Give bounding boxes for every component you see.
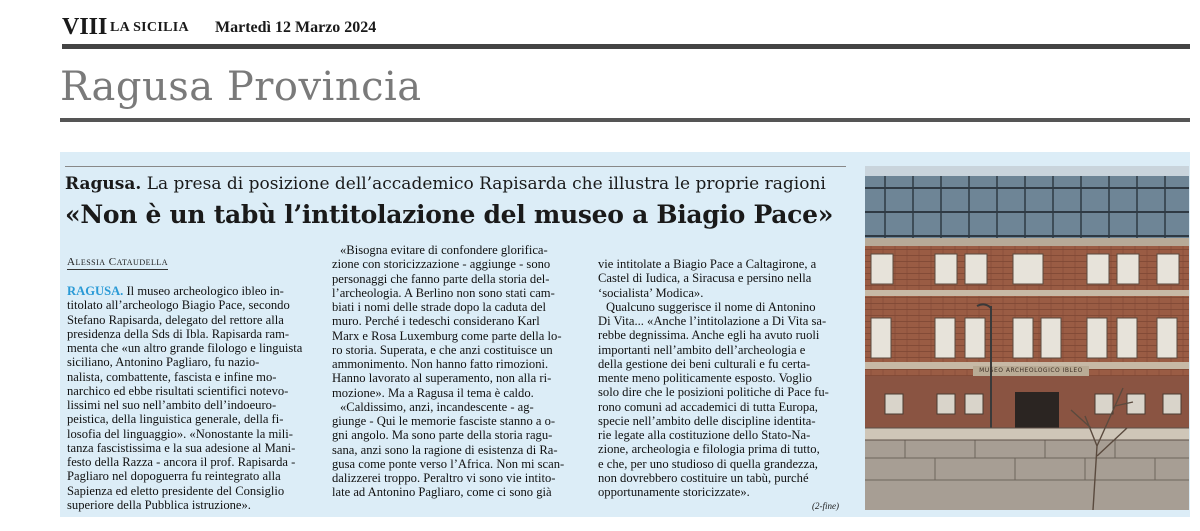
column-line: mente meno politicamente esposto. Voglio [598,371,812,385]
column-line: Pagliaro nel dopoguerra fu reintegrato alla [67,469,281,484]
column-line: RAGUSA. Il museo archeologico ibleo in- [67,284,284,298]
article-headline: «Non è un tabù l’intitolazione del museo a Biagio Pace» [65,200,834,229]
column-line: Castel di Iudica, a Siracusa e persino nella [598,271,812,286]
kicker-place: Ragusa. [65,174,142,194]
column-line: della gestione dei beni culturali e fu certa- [598,356,811,371]
column-line: muro. Perché i tedeschi considerano Karl [332,314,540,329]
column-line: «Bisogna evitare di confondere glorifica- [340,243,548,257]
column-line: personaggi che fanno parte della storia del- [332,271,550,286]
dateline: RAGUSA. [67,284,124,298]
column-line: Hanno lavorato al superamento, non alla ri- [332,371,552,386]
column-line: gusa come ponte verso l’Africa. Non mi scan- [332,456,565,471]
column-line: mozione». Ma a Ragusa il tema è caldo. [332,385,534,400]
column-line: e che, per uno studioso di quella grandezza, [598,456,818,471]
column-line: late ad Antonino Pagliaro, come ci sono già [332,485,552,500]
column-line: opportunamente storicizzate». [598,485,750,499]
column-line: menta che «un altro grande filologo e linguista [67,341,303,355]
column-line: zione, archeologia e filologia prima di tutto, [598,442,820,457]
column-line: giunge - Qui le memorie fasciste stanno a o- [332,414,556,428]
column-line: ro storia. Superata, e che anzi costituisce un [332,342,553,357]
column-line: presidenza della Sds di Ibla. Rapisarda ram- [67,326,290,341]
article-top-rule [65,166,846,167]
text-column-3 [598,257,856,499]
kicker-text: La presa di posizione dell’accademico Rapisarda che illustra le proprie ragioni [146,174,826,194]
column-line: narchico ed ebbe risultati scientifici notevo- [67,383,289,398]
newspaper-name: LA SICILIA [110,20,189,35]
column-line: solo dire che le posizioni politiche di Pace fu- [598,385,829,400]
column-line: gni angolo. Ma sono parte della storia ragu- [332,428,553,443]
column-line: tanza fascistissima e la sua adesione al Mani- [67,440,296,455]
column-line: ammonimento. Non hanno fatto rimozioni. [332,357,549,371]
column-line: «Caldissimo, anzi, incandescente - ag- [340,399,534,414]
section-title: Ragusa Provincia [60,64,422,110]
column-line: Stefano Rapisarda, delegato del rettore alla [67,312,284,327]
column-line: nalista, combattente, fascista e infine mo- [67,369,277,384]
museum-photo [865,166,1189,510]
column-line: Qualcuno suggerisce il nome di Antonino [606,299,816,314]
column-line: non dovrebbero costituire un tabù, purché [598,470,809,485]
issue-date: Martedì 12 Marzo 2024 [215,19,377,36]
article-kicker [65,174,826,194]
text-column-2 [332,243,588,500]
column-line: biati i nomi delle strade dopo la caduta del [332,300,547,314]
article-byline: Alessia Cataudella [67,256,169,268]
text-column-1 [67,284,325,512]
column-line: rono comuni ad accademici di tutta Europa, [598,399,818,414]
column-line: losofia del linguaggio». «Nonostante la mili- [67,426,293,441]
column-line: Sapienza ed eletto presidente del Consiglio [67,483,285,498]
end-note: (2-fine) [812,501,839,511]
museum-sign-text: MUSEO ARCHEOLOGICO IBLEO [979,367,1083,374]
column-line: lissimi nel suo nell’ambito dell’indoeuro- [67,398,277,412]
column-line: dalizzerei troppo. Peraltro vi sono vie intito- [332,471,556,485]
column-line: Di Vita... «Anche l’intitolazione a Di Vita sa- [598,314,827,328]
column-line: peistica, della linguistica generale, della fi- [67,412,284,427]
column-line: siciliano, Antonino Pagliaro, fu nazio- [67,355,260,370]
masthead-bar [62,14,1190,49]
section-divider [60,118,1190,122]
column-line: vie intitolate a Biagio Pace a Caltagirone, a [598,257,817,271]
column-line: ‘socialista’ Modica». [598,285,704,300]
column-line: rie legate alla costituzione dello Stato-Na- [598,428,811,442]
column-line: Marx e Rosa Luxemburg come parte della lo- [332,328,562,343]
museum-building-illustration [865,166,1189,510]
column-line: titolato all’archeologo Biagio Pace, secondo [67,298,290,313]
column-line: importanti nell’ambito dell’archeologia e [598,342,806,357]
column-line: zione con storicizzazione - aggiunge - sono [332,257,551,272]
page-number: VIII [62,14,108,40]
column-line: rebbe degnissima. Anche egli ha avuto ruoli [598,328,820,343]
column-line: sana, anzi sono la ragione di esistenza di Ra- [332,442,558,457]
column-line: specie nell’ambito delle discipline identita- [598,413,816,428]
column-line: superiore della Pubblica istruzione». [67,497,251,512]
column-line: festo della Razza - ancora il prof. Rapisarda - [67,455,296,469]
column-line: l’archeologia. A Berlino non sono stati cam- [332,285,555,300]
